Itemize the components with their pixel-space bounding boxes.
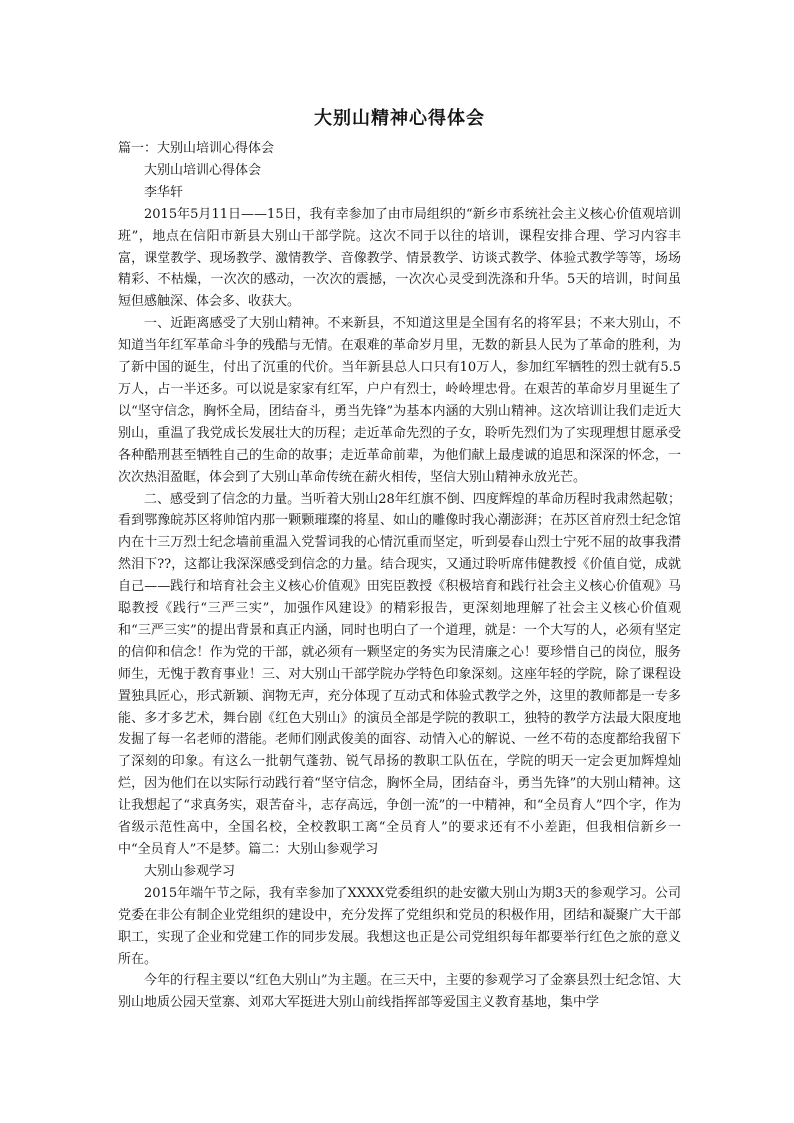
paragraph-visit-intro: 2015年端午节之际，我有幸参加了XXXX党委组织的赴安徽大别山为期3天的参观学习。公司党委在非公有制企业党组织的建设中，充分发挥了党组织和党员的积极作用，团结和凝聚广大干部职工，实现了企业和党建工作的同步发展。我想这也正是公司党组织每年都要举行红色之旅的意义所在。 [118,885,681,967]
document-page [118,0,681,1014]
paragraph-point-two: 二、感受到了信念的力量。当听着大别山28年红旗不倒、四度辉煌的革命历程时我肃然起敬；看到鄂豫皖苏区将帅馆内那一颗颗璀璨的将星、如山的雕像时我心潮澎湃；在苏区首府烈士纪念馆内在十三万烈士纪念墙前重温入党誓词我的心情沉重而坚定，听到晏春山烈士宁死不屈的故事我潸然泪下??，这都让我深深感受到信念的力量。结合现实，又通过聆听席伟健教授《价值自觉，成就自己——践行和培育社会主义核心价值观》田宪臣教授《积极培育和践行社会主义核心价值观》马聪教授《践行“三严三实”，加强作风建设》的精彩报告，更深刻地理解了社会主义核心价值观和“三严三实”的提出背景和真正内涵，同时也明白了一个道理，就是：一个大写的人，必须有坚定的信仰和信念！作为党的干部，就必须有一颗坚定的务实为民清廉之心！要珍惜自己的岗位，服务师生，无愧于教育事业！三、对大别山干部学院办学特色印象深刻。这座年轻的学院，除了课程设置独具匠心，形式新颖、润物无声，充分体现了互动式和体验式教学之外，这里的教师都是一专多能、多才多艺术，舞台剧《红色大别山》的演员全部是学院的教职工，独特的教学方法最大限度地发掘了每一名老师的潜能。老师们刚武俊美的面容、动情入心的解说、一丝不苟的态度都给我留下了深刻的印象。有这么一批朝气蓬勃、锐气昂扬的教职工队伍在，学院的明天一定会更加辉煌灿烂，因为他们在以实际行动践行着“坚守信念，胸怀全局，团结奋斗，勇当先锋”的大别山精神。这让我想起了“求真务实，艰苦奋斗，志存高远，争创一流”的一中精神，和“全员育人”四个字，作为省级示范性高中，全国名校，全校教职工离“全员育人”的要求还有不小差距，但我相信新乡一中“全员育人”不是梦。篇二：大别山参观学习 [118,491,681,857]
document-body [118,138,681,1014]
paragraph-point-one: 一、近距离感受了大别山精神。不来新县，不知道这里是全国有名的将军县；不来大别山，不知道当年红军革命斗争的残酷与无情。在艰难的革命岁月里，无数的新县人民为了革命的胜利，为了新中国的诞生，付出了沉重的代价。当年新县总人口只有10万人，参加红军牺牲的烈士就有5.5万人，占一半还多。可以说是家家有红军，户户有烈士，岭岭埋忠骨。在艰苦的革命岁月里诞生了以“坚守信念，胸怀全局，团结奋斗，勇当先锋”为基本内涵的大别山精神。这次培训让我们走近大别山，重温了我党成长发展壮大的历程；走近革命先烈的子女，聆听先烈们为了实现理想甘愿承受各种酷刑甚至牺牲自己的生命的故事；走近革命前辈，为他们献上最虔诚的追思和深深的怀念，一次次热泪盈眶，体会到了大别山革命传统在薪火相传，坚信大别山精神永放光芒。 [118,316,681,485]
author-name: 李华轩 [144,184,184,200]
document-title: 大别山精神心得体会 [314,108,485,129]
section-heading-1: 篇一：大别山培训心得体会 [118,141,275,156]
paragraph-intro: 2015年5月11日——15日，我有幸参加了由市局组织的“新乡市系统社会主义核心价值观培训班”，地点在信阳市新县大别山干部学院。这次不同于以往的培训，课程安排合理、学习内容丰富，课堂教学、现场教学、激情教学、音像教学、情景教学、访谈式教学、体验式教学等等，场场精彩、不枯燥，一次次的感动，一次次的震撼，一次次心灵受到洗涤和升华。5天的培训，时间虽短但感触深、体会多、收获大。 [118,206,681,310]
paragraph-itinerary: 今年的行程主要以“红色大别山”为主题。在三天中，主要的参观学习了金寨县烈士纪念馆、大别山地质公园天堂寨、刘邓大军挺进大别山前线指挥部等爱国主义教育基地，集中学 [118,973,681,1011]
article-title-2: 大别山参观学习 [144,863,236,879]
article-title: 大别山培训心得体会 [144,162,262,178]
